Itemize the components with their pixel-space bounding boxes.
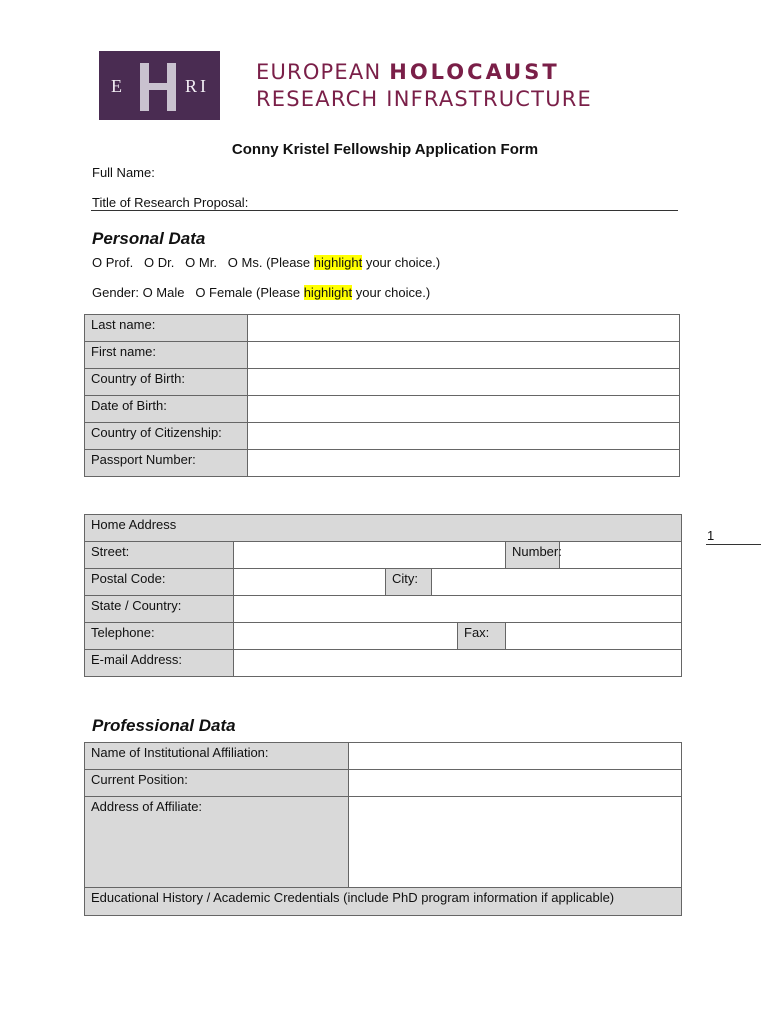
street-field[interactable]: [234, 542, 506, 569]
professional-data-table: [84, 742, 682, 916]
table-row: [85, 515, 682, 542]
country-of-birth-field[interactable]: [248, 369, 680, 396]
number-field[interactable]: [560, 542, 682, 569]
research-title-label: Title of Research Proposal:: [92, 195, 249, 210]
passport-label: Passport Number:: [85, 450, 248, 477]
footnote-rule: [706, 544, 761, 545]
professional-data-heading: Professional Data: [92, 716, 236, 735]
first-name-label: First name:: [85, 342, 248, 369]
date-of-birth-label: Date of Birth:: [85, 396, 248, 423]
gender-choice[interactable]: Gender: O Male O Female (Please highlight your choice.): [92, 285, 431, 300]
table-row: [85, 596, 682, 623]
table-row: [85, 369, 680, 396]
table-row: [85, 396, 680, 423]
table-row: [85, 743, 682, 770]
personal-data-heading: Personal Data: [92, 229, 206, 248]
education-label: Educational History / Academic Credentials (include PhD program information if applicable): [85, 888, 682, 916]
telephone-label: Telephone:: [85, 623, 234, 650]
city-label: City:: [386, 569, 432, 596]
street-label: Street:: [85, 542, 234, 569]
affiliate-address-label: Address of Affiliate:: [85, 797, 349, 888]
institution-field[interactable]: [349, 743, 682, 770]
state-country-field[interactable]: [234, 596, 682, 623]
table-row: [85, 569, 682, 596]
telephone-field[interactable]: [234, 623, 458, 650]
postal-code-label: Postal Code:: [85, 569, 234, 596]
home-address-heading: Home Address: [85, 515, 682, 542]
table-row: [85, 623, 682, 650]
table-row: [85, 423, 680, 450]
full-name-label: Full Name:: [92, 165, 155, 180]
table-row: [85, 542, 682, 569]
personal-data-table: [84, 314, 680, 477]
footnote-marker: 1: [707, 528, 715, 543]
citizenship-field[interactable]: [248, 423, 680, 450]
position-field[interactable]: [349, 770, 682, 797]
affiliate-address-field[interactable]: [349, 797, 682, 888]
first-name-field[interactable]: [248, 342, 680, 369]
last-name-field[interactable]: [248, 315, 680, 342]
email-field[interactable]: [234, 650, 682, 677]
table-row: [85, 450, 680, 477]
table-row: [85, 797, 682, 888]
institution-label: Name of Institutional Affiliation:: [85, 743, 349, 770]
logo-letter-r: R: [185, 76, 199, 96]
logo-letter-i: I: [200, 76, 207, 96]
state-country-label: State / Country:: [85, 596, 234, 623]
country-of-birth-label: Country of Birth:: [85, 369, 248, 396]
date-of-birth-field[interactable]: [248, 396, 680, 423]
home-address-table: [84, 514, 682, 677]
number-label: Number:: [506, 542, 560, 569]
research-title-line[interactable]: [91, 210, 678, 211]
passport-field[interactable]: [248, 450, 680, 477]
fax-label: Fax:: [458, 623, 506, 650]
form-title: Conny Kristel Fellowship Application Form: [231, 141, 539, 158]
logo-letter-e: E: [111, 76, 123, 96]
table-row: [85, 650, 682, 677]
position-label: Current Position:: [85, 770, 349, 797]
org-name-line2: RESEARCH INFRASTRUCTURE: [256, 87, 593, 111]
last-name-label: Last name:: [85, 315, 248, 342]
email-label: E-mail Address:: [85, 650, 234, 677]
postal-code-field[interactable]: [234, 569, 386, 596]
table-row: [85, 342, 680, 369]
fax-field[interactable]: [506, 623, 682, 650]
city-field[interactable]: [432, 569, 682, 596]
org-name-line1: EUROPEAN HOLOCAUST: [256, 60, 560, 84]
table-row: [85, 770, 682, 797]
ehri-logo: [99, 51, 220, 120]
citizenship-label: Country of Citizenship:: [85, 423, 248, 450]
salutation-choice[interactable]: O Prof. O Dr. O Mr. O Ms. (Please highlight your choice.): [92, 255, 441, 270]
table-row: [85, 315, 680, 342]
table-row: [85, 888, 682, 916]
